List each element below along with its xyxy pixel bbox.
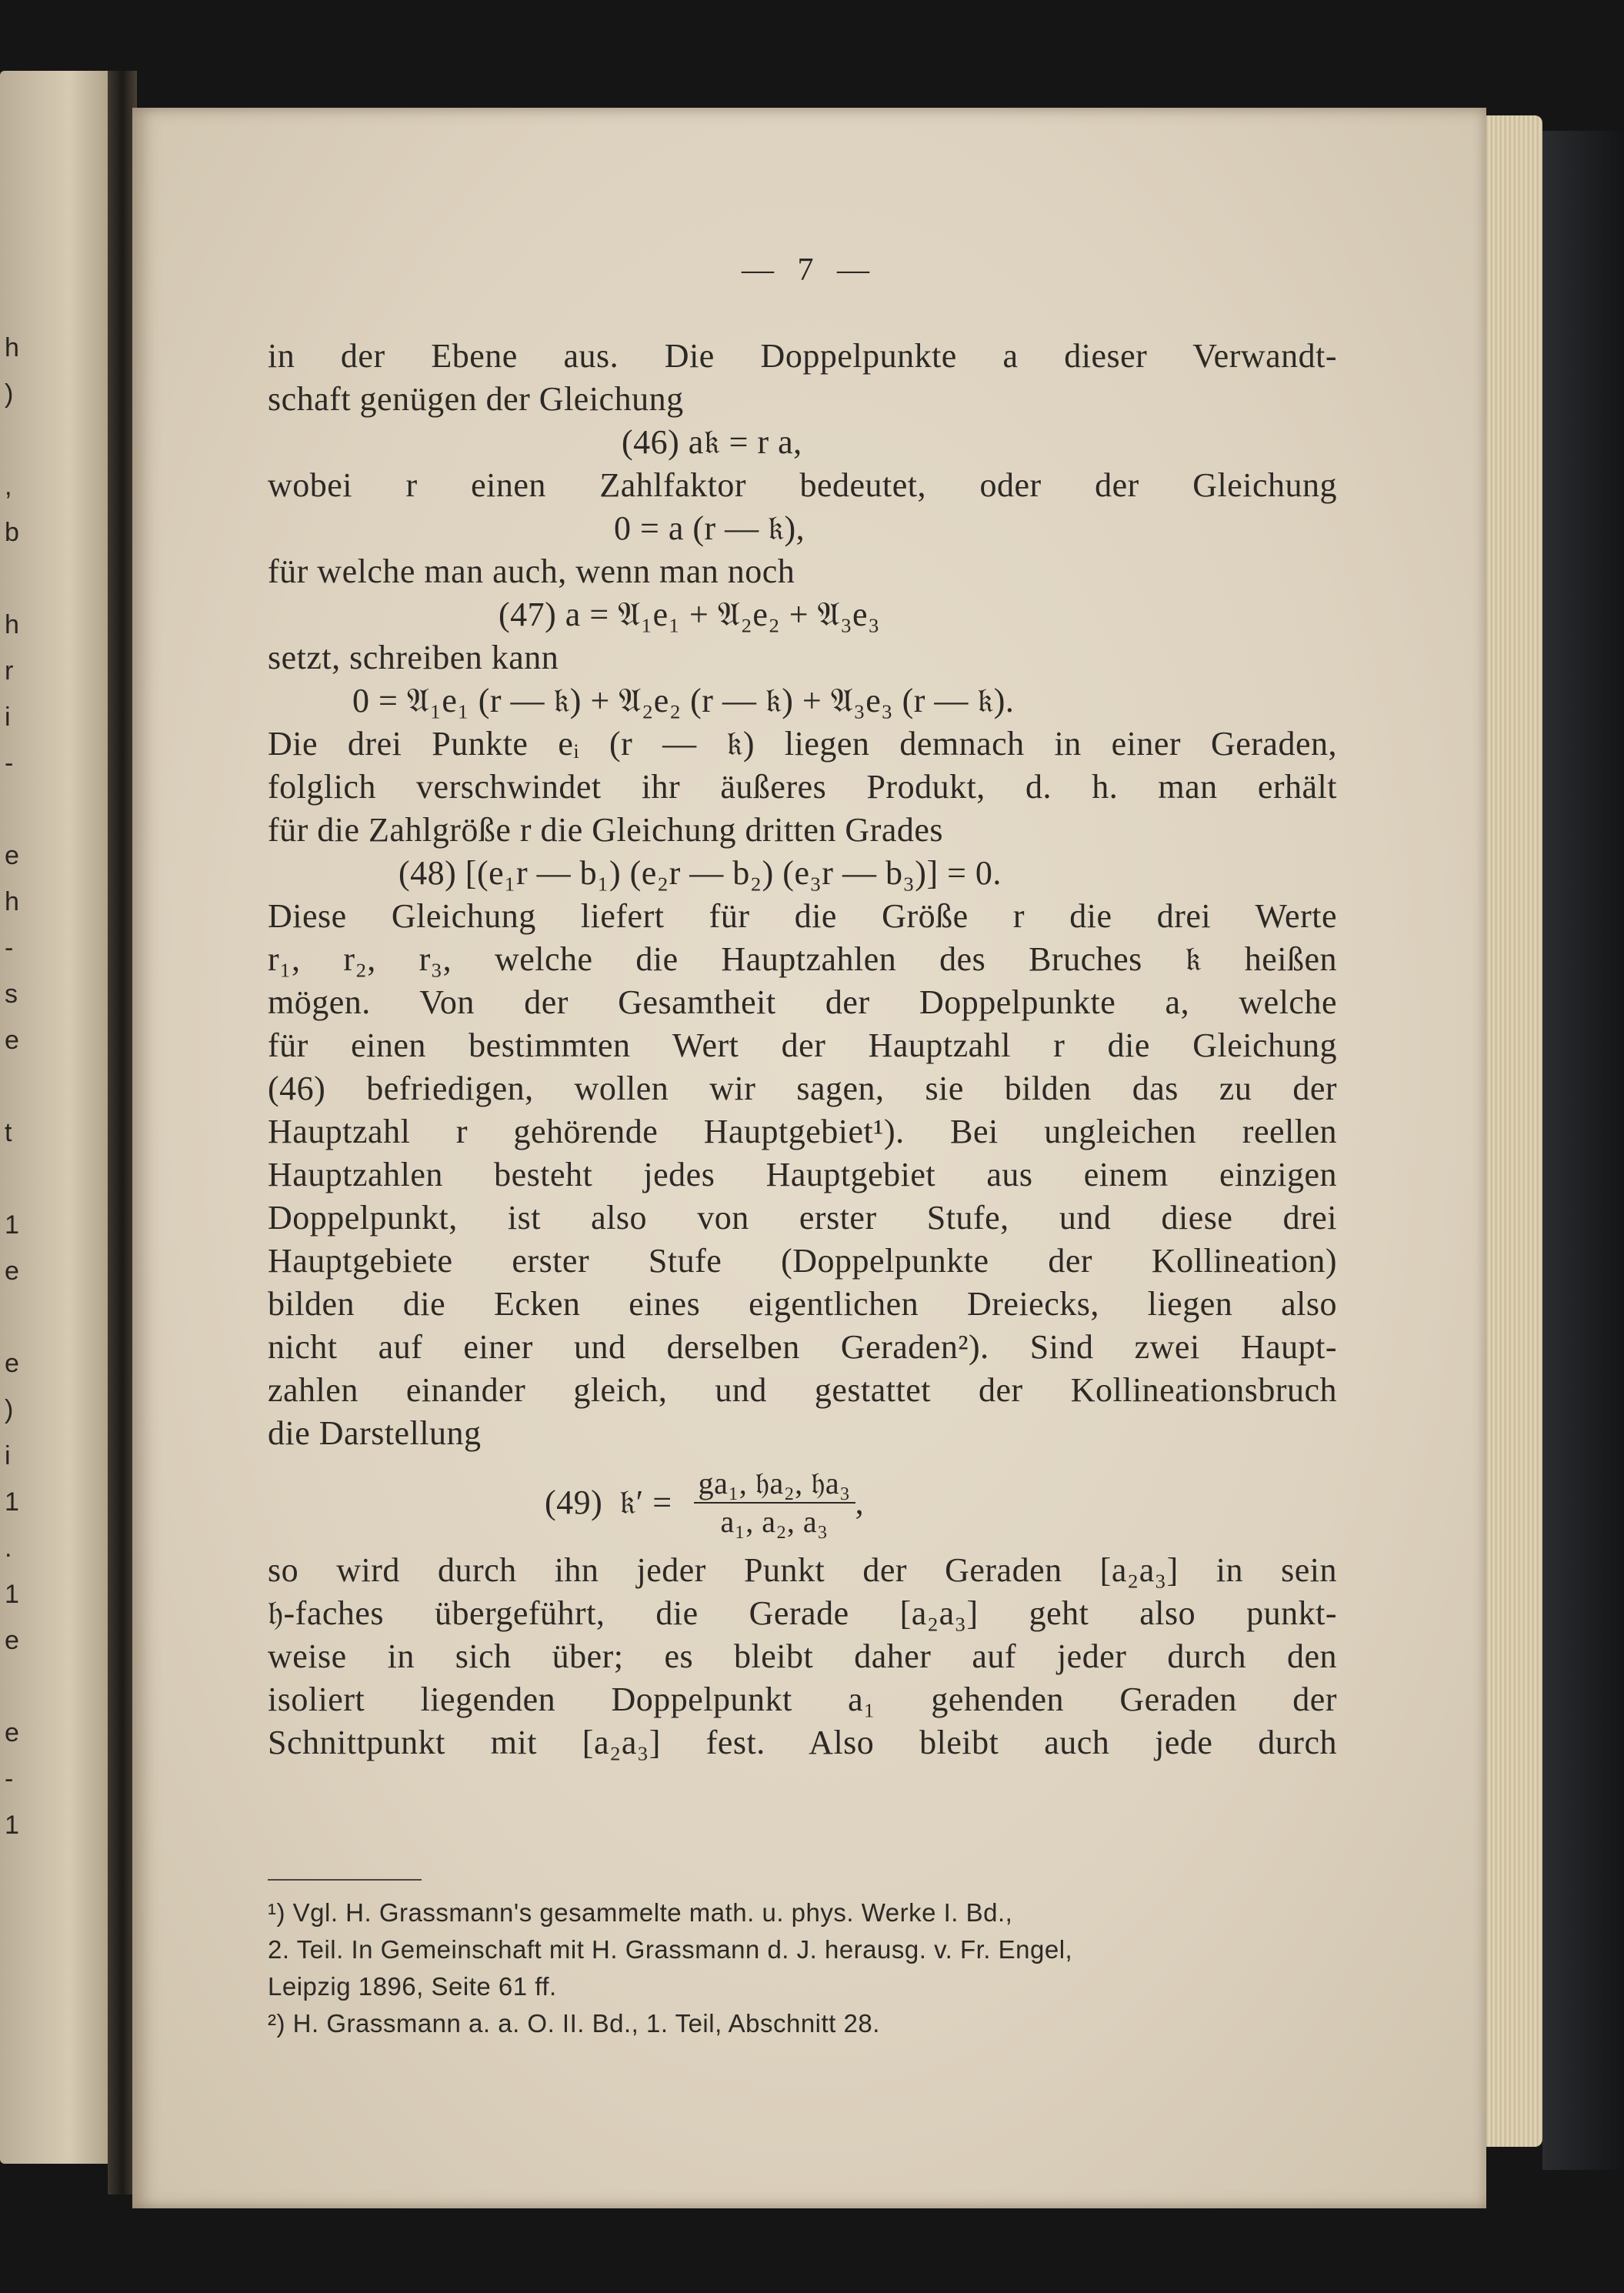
- text-line: Hauptzahlen besteht jedes Hauptgebiet aus einem einzigen: [268, 1156, 1337, 1193]
- footnote-1-cont: Leipzig 1896, Seite 61 ff.: [268, 1972, 557, 2001]
- text-line: setzt, schreiben kann: [268, 639, 559, 676]
- formula-49: [268, 1460, 1337, 1546]
- formula-46: (46) a𝔨 = r a,: [622, 423, 802, 461]
- text-line: für die Zahlgröße r die Gleichung dritten Grades: [268, 811, 944, 849]
- formula-47: (47) a = 𝔄₁e₁ + 𝔄₂e₂ + 𝔄₃e₃: [499, 596, 880, 633]
- page-number: — 7 —: [742, 252, 877, 288]
- text-line: Diese Gleichung liefert für die Größe r die drei Werte: [268, 897, 1337, 935]
- text-line: Schnittpunkt mit [a₂a₃] fest. Also bleibt auch jede durch: [268, 1724, 1337, 1761]
- text-line: Doppelpunkt, ist also von erster Stufe, und diese drei: [268, 1199, 1337, 1237]
- text-line: isoliert liegenden Doppelpunkt a₁ gehenden Geraden der: [268, 1681, 1337, 1718]
- book-cover: [1542, 131, 1624, 2170]
- text-line: für einen bestimmten Wert der Hauptzahl r die Gleichung: [268, 1026, 1337, 1064]
- formula-49-fraction: [694, 1465, 855, 1540]
- left-page-cut-text: h ) , b h r i - e h - s e t 1 e e ) i 1 . 1 e e - 1: [5, 333, 19, 1840]
- text-line: nicht auf einer und derselben Geraden²). Sind zwei Haupt-: [268, 1328, 1337, 1366]
- left-page-edge: [0, 71, 115, 2164]
- formula-unnumbered-expanded: 0 = 𝔄₁e₁ (r — 𝔨) + 𝔄₂e₂ (r — 𝔨) + 𝔄₃e₃ (r — 𝔨).: [352, 682, 1015, 719]
- formula-49-numerator: ga₁, 𝔥a₂, 𝔥a₃: [694, 1465, 855, 1504]
- text-line: Die drei Punkte eᵢ (r — 𝔨) liegen demnach in einer Geraden,: [268, 725, 1337, 763]
- formula-49-label: (49): [545, 1484, 603, 1521]
- footnotes: [268, 1894, 1337, 2042]
- formula-unnumbered: 0 = a (r — 𝔨),: [614, 509, 805, 547]
- footnote-1: ¹) Vgl. H. Grassmann's gesammelte math. u. phys. Werke I. Bd.,: [268, 1898, 1013, 1927]
- footnote-2: ²) H. Grassmann a. a. O. II. Bd., 1. Teil, Abschnitt 28.: [268, 2009, 880, 2038]
- text-line: r₁, r₂, r₃, welche die Hauptzahlen des Bruches 𝔨 heißen: [268, 940, 1337, 978]
- text-line: wobei r einen Zahlfaktor bedeutet, oder der Gleichung: [268, 466, 1337, 504]
- text-line: (46) befriedigen, wollen wir sagen, sie bilden das zu der: [268, 1070, 1337, 1107]
- body-text: [268, 335, 1337, 1764]
- text-line: 𝔥-faches übergeführt, die Gerade [a₂a₃] geht also punkt-: [268, 1594, 1337, 1632]
- text-line: folglich verschwindet ihr äußeres Produkt, d. h. man erhält: [268, 768, 1337, 806]
- text-line: Hauptgebiete erster Stufe (Doppelpunkte der Kollineation): [268, 1242, 1337, 1280]
- text-line: zahlen einander gleich, und gestattet der Kollineationsbruch: [268, 1371, 1337, 1409]
- text-line: für welche man auch, wenn man noch: [268, 552, 795, 590]
- formula-49-denominator: a₁, a₂, a₃: [720, 1504, 829, 1539]
- footnote-divider: [268, 1879, 422, 1881]
- text-line: so wird durch ihn jeder Punkt der Geraden [a₂a₃] in sein: [268, 1551, 1337, 1589]
- text-line: Hauptzahl r gehörende Hauptgebiet¹). Bei ungleichen reellen: [268, 1113, 1337, 1150]
- text-line: schaft genügen der Gleichung: [268, 380, 684, 418]
- formula-48: (48) [(e₁r — b₁) (e₂r — b₂) (e₃r — b₃)] = 0.: [398, 854, 1002, 892]
- footnote-1-cont: 2. Teil. In Gemeinschaft mit H. Grassmann d. J. herausg. v. Fr. Engel,: [268, 1935, 1073, 1964]
- formula-49-trail: ,: [855, 1484, 865, 1521]
- book-page: [132, 108, 1486, 2208]
- formula-49-lhs: 𝔨′ =: [619, 1484, 672, 1521]
- text-line: mögen. Von der Gesamtheit der Doppelpunkte a, welche: [268, 983, 1337, 1021]
- text-line: in der Ebene aus. Die Doppelpunkte a dieser Verwandt-: [268, 337, 1337, 375]
- text-line: bilden die Ecken eines eigentlichen Dreiecks, liegen also: [268, 1285, 1337, 1323]
- text-line: die Darstellung: [268, 1414, 482, 1452]
- text-line: weise in sich über; es bleibt daher auf jeder durch den: [268, 1637, 1337, 1675]
